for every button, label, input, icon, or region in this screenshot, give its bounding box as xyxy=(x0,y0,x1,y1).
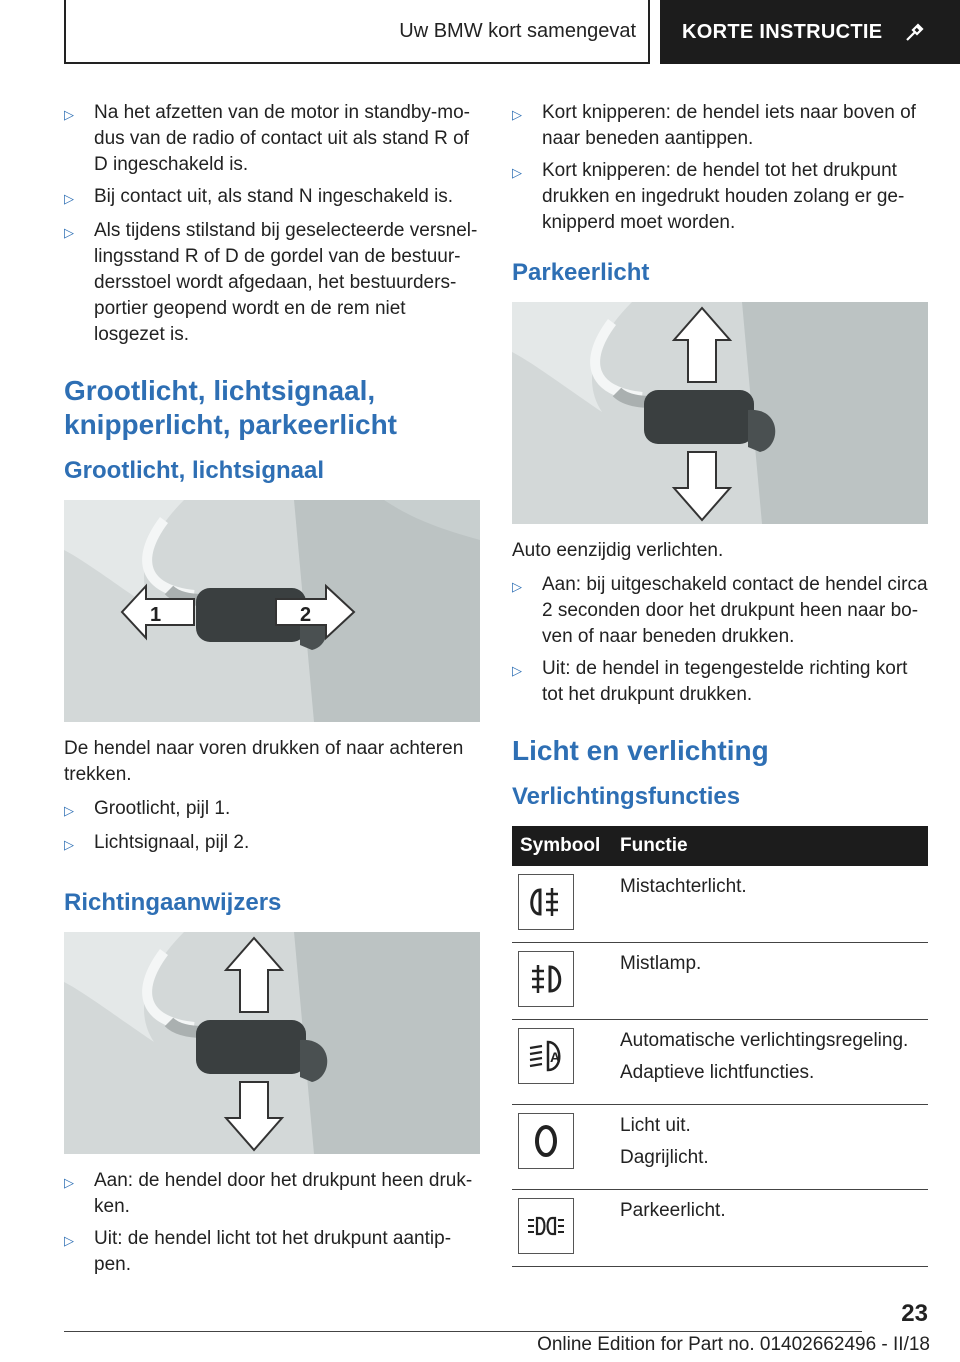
triangle-bullet-icon: ▷ xyxy=(512,107,522,122)
right-column xyxy=(512,100,928,1267)
parking-light-description: Auto eenzijdig verlichten. xyxy=(512,540,724,561)
subheading-parking-light: Parkeerlicht xyxy=(512,259,650,286)
list-item: ▷ Kort knipperen: de hendel tot het drukpunt drukken en ingedrukt houden zolang er geknipperd moet worden. xyxy=(512,158,928,236)
footer-rule xyxy=(64,1331,862,1332)
section-heading-lights: Grootlicht, lichtsignaal, knipperlicht, parkeerlicht xyxy=(64,375,397,440)
subheading-lighting-functions: Verlichtingsfuncties xyxy=(512,783,741,810)
triangle-bullet-icon: ▷ xyxy=(64,803,74,818)
triangle-bullet-icon: ▷ xyxy=(64,107,74,122)
svg-text:A: A xyxy=(550,1049,561,1065)
column-header-function: Functie xyxy=(612,826,928,866)
turn-signal-bullet-list xyxy=(64,1168,480,1278)
figure-turn-signal-lever xyxy=(64,932,480,1154)
table-row xyxy=(512,1190,928,1267)
edition-info: Online Edition for Part no. 01402662496 - II/18 xyxy=(537,1334,930,1355)
header-chapter[interactable] xyxy=(660,0,960,64)
list-item: ▷ Na het afzetten van de motor in standby-modus van de radio of contact uit als stand R of D ingeschakeld is. xyxy=(64,100,480,178)
parking-light-icon xyxy=(518,1198,574,1254)
function-text: Licht uit. xyxy=(620,1115,691,1136)
triangle-bullet-icon: ▷ xyxy=(512,579,522,594)
list-item: ▷ Aan: bij uitgeschakeld contact de hendel circa 2 seconden door het drukpunt heen naar boven of naar beneden drukken. xyxy=(512,572,928,650)
list-item: ▷ Uit: de hendel licht tot het drukpunt aantippen. xyxy=(64,1226,480,1278)
header-section[interactable] xyxy=(66,0,648,62)
figure-high-beam-lever xyxy=(64,500,480,722)
column-header-symbol: Symbool xyxy=(512,826,612,866)
list-item: ▷ Aan: de hendel door het drukpunt heen drukken. xyxy=(64,1168,480,1220)
table-row xyxy=(512,943,928,1020)
list-item: ▷ Uit: de hendel in tegengestelde richting kort tot het drukpunt drukken. xyxy=(512,656,928,708)
header-rule-bottom xyxy=(64,62,650,64)
high-beam-description: De hendel naar voren drukken of naar achteren trekken. xyxy=(64,738,464,785)
triangle-bullet-icon: ▷ xyxy=(512,663,522,678)
lighting-functions-table xyxy=(512,826,928,1267)
triangle-bullet-icon: ▷ xyxy=(64,225,74,240)
high-beam-bullet-list xyxy=(64,796,480,858)
left-column xyxy=(64,100,480,1284)
table-row xyxy=(512,866,928,943)
parking-light-bullet-list xyxy=(512,572,928,708)
function-text: Parkeerlicht. xyxy=(620,1200,726,1221)
automatic-headlight-icon xyxy=(518,1028,574,1084)
list-item: ▷ Grootlicht, pijl 1. xyxy=(64,796,480,824)
table-row xyxy=(512,1105,928,1190)
triangle-bullet-icon: ▷ xyxy=(64,837,74,852)
list-item: ▷ Bij contact uit, als stand N ingeschakeld is. xyxy=(64,184,480,212)
light-off-icon xyxy=(518,1113,574,1169)
list-item: ▷ Als tijdens stilstand bij geselecteerde versnellingsstand R of D de gordel van de bestuurdersstoel wordt afgedaan, het bestuurdersportier geopend wordt en de rem niet losgezet is. xyxy=(64,218,480,348)
function-text: Mistachterlicht. xyxy=(620,876,747,897)
function-text: Mistlamp. xyxy=(620,953,702,974)
header-section-label: Uw BMW kort samengevat xyxy=(399,19,636,42)
subheading-high-beam: Grootlicht, lichtsignaal xyxy=(64,457,325,484)
flash-icon xyxy=(904,21,926,43)
list-item: ▷ Kort knipperen: de hendel iets naar boven of naar beneden aantippen. xyxy=(512,100,928,152)
section-heading-lighting: Licht en verlichting xyxy=(512,735,769,766)
triangle-bullet-icon: ▷ xyxy=(64,1233,74,1248)
table-row xyxy=(512,1020,928,1105)
header-chapter-label: KORTE INSTRUCTIE xyxy=(682,20,883,43)
page-number: 23 xyxy=(901,1300,928,1327)
rear-fog-light-icon xyxy=(518,874,574,930)
figure-parking-light-lever xyxy=(512,302,928,524)
triangle-bullet-icon: ▷ xyxy=(64,1175,74,1190)
intro-bullet-list xyxy=(64,100,480,348)
figure-label-2: 2 xyxy=(300,604,312,626)
subheading-turn-signals: Richtingaanwijzers xyxy=(64,889,282,916)
triangle-bullet-icon: ▷ xyxy=(64,191,74,206)
function-text: Dagrijlicht. xyxy=(620,1147,709,1168)
figure-label-1: 1 xyxy=(150,604,162,626)
list-item: ▷ Lichtsignaal, pijl 2. xyxy=(64,830,480,858)
signal-bullet-list xyxy=(512,100,928,236)
triangle-bullet-icon: ▷ xyxy=(512,165,522,180)
header-rule-mid xyxy=(648,0,650,64)
front-fog-light-icon xyxy=(518,951,574,1007)
function-text: Automatische verlichtingsregeling. xyxy=(620,1030,909,1051)
function-text: Adaptieve lichtfuncties. xyxy=(620,1062,815,1083)
